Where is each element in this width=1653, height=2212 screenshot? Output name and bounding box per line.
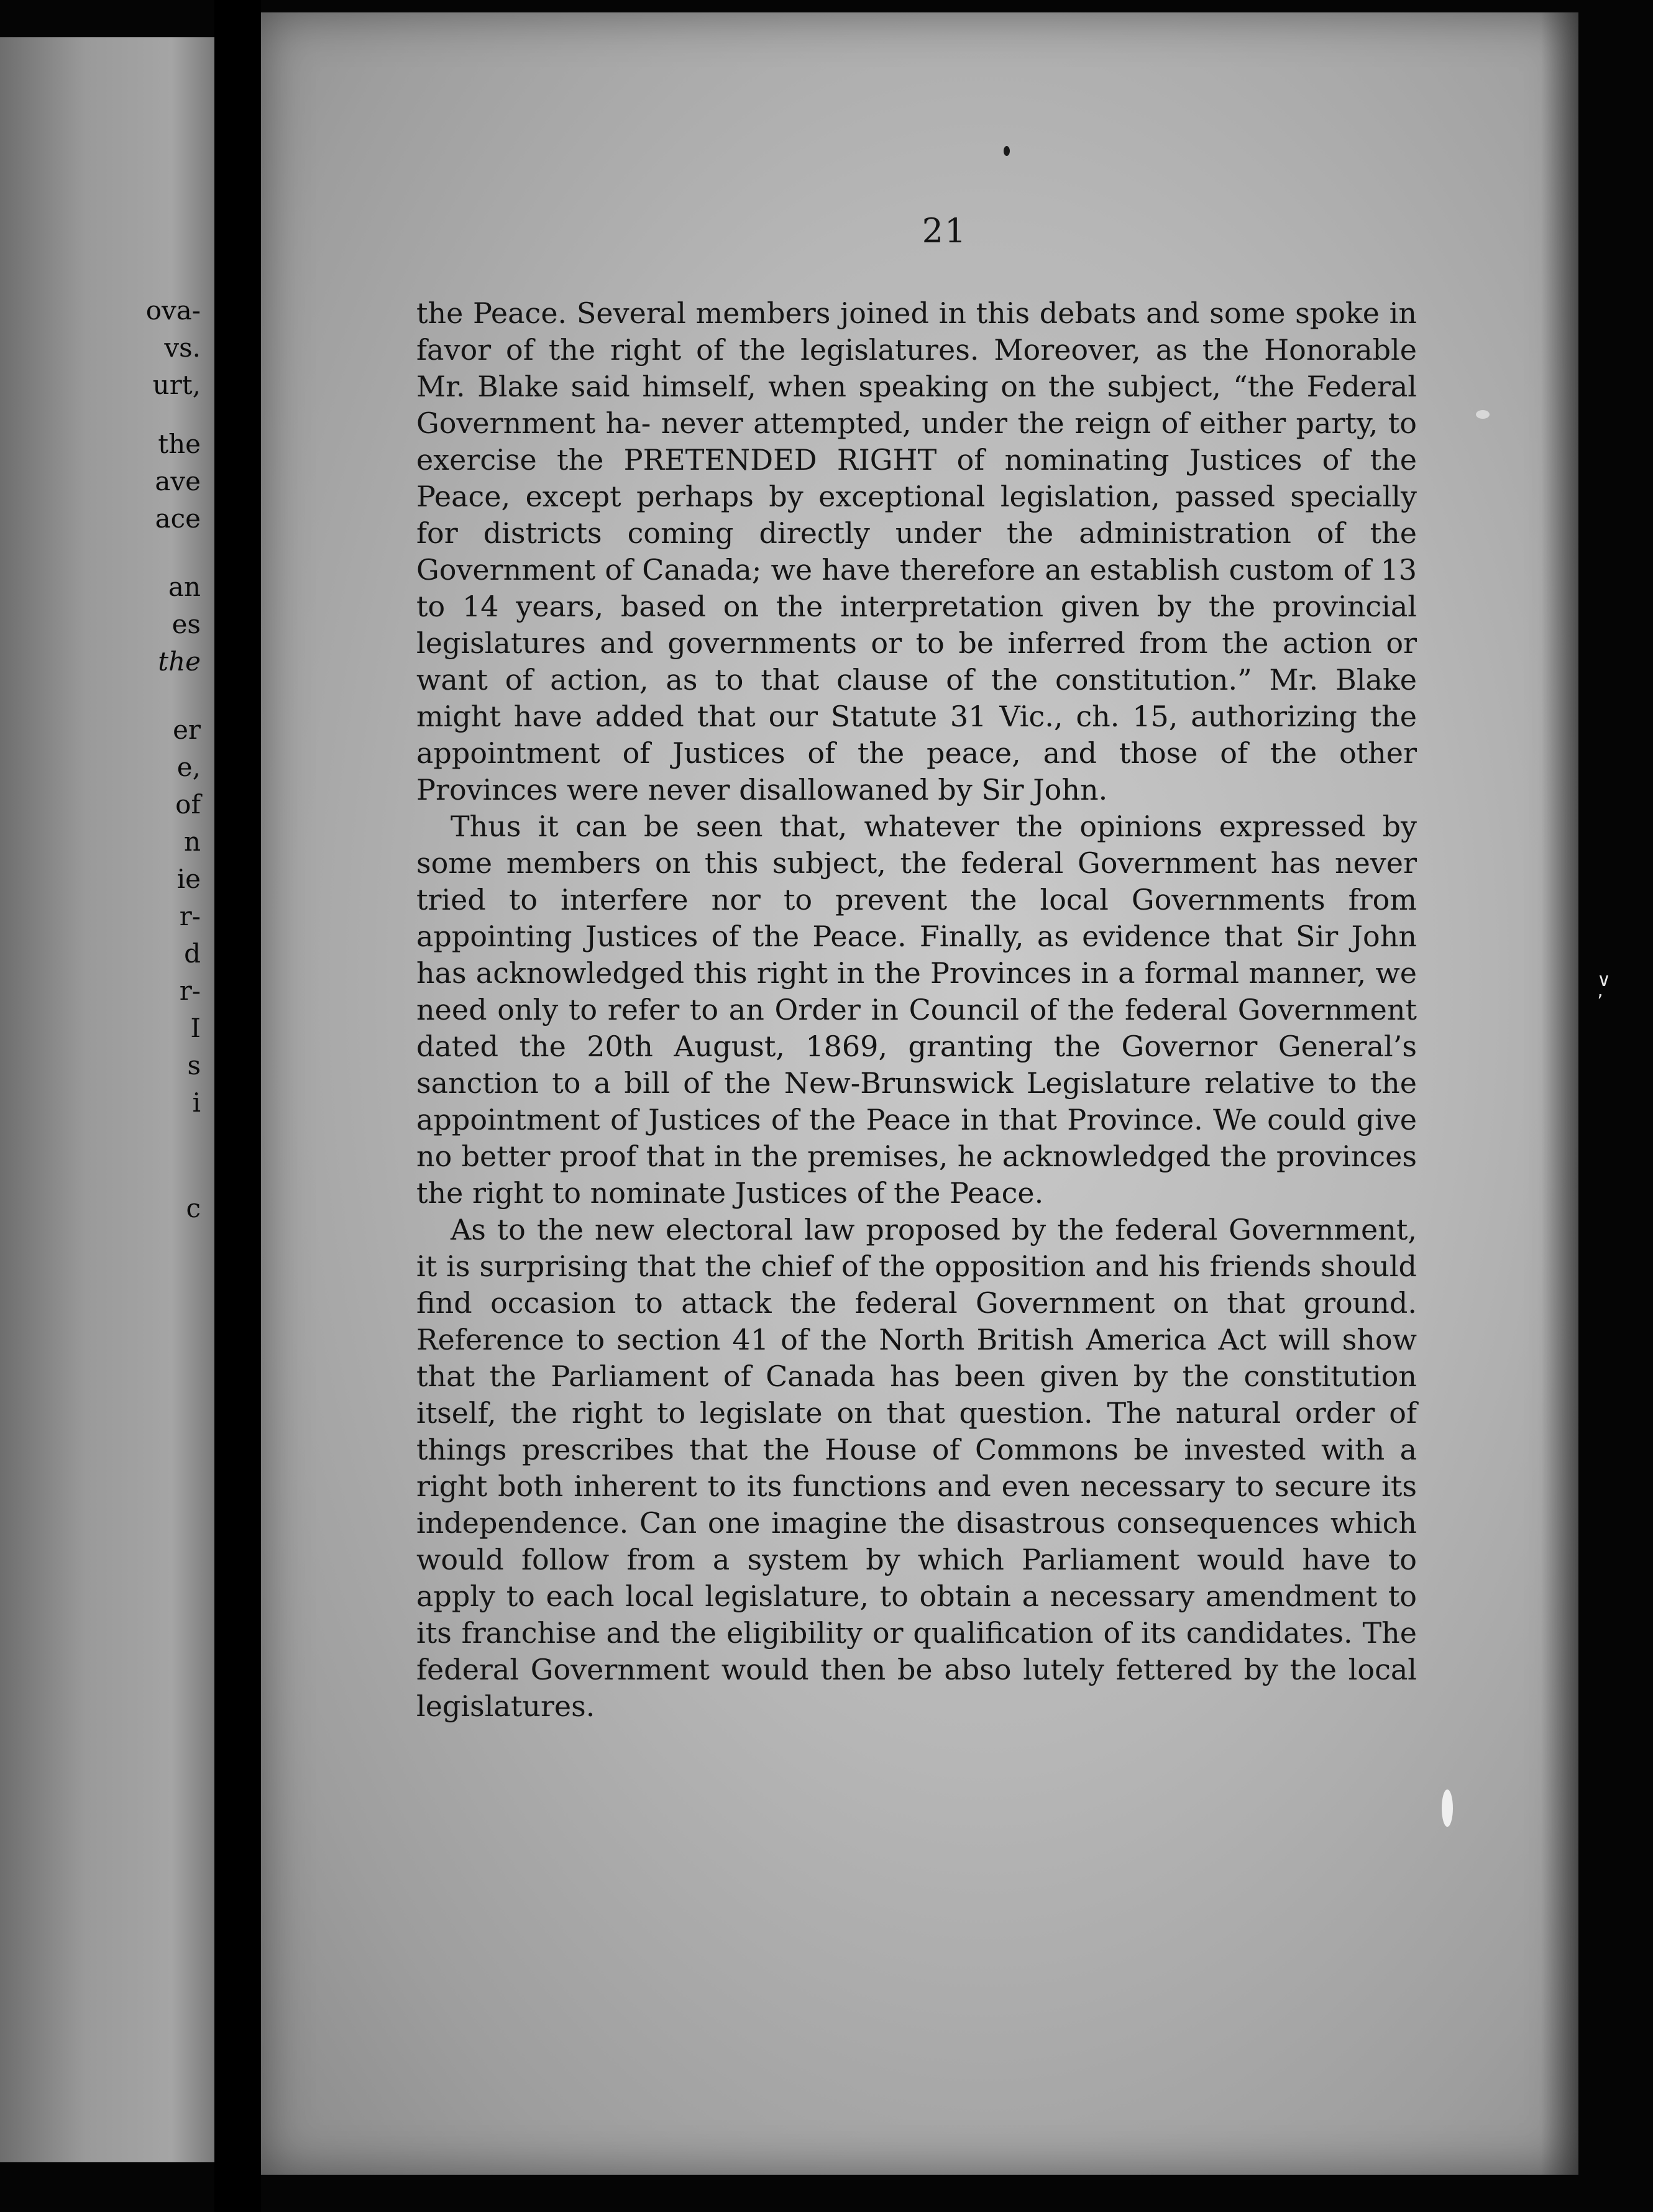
margin-mark: ∨ ’: [1597, 969, 1611, 1013]
left-fragment: I: [190, 1013, 201, 1043]
page-number: 21: [922, 211, 968, 250]
ink-speck: [1004, 146, 1010, 156]
left-fragment: ave: [155, 466, 201, 496]
left-fragment: vs.: [164, 332, 201, 363]
left-facing-page: [0, 37, 214, 2162]
left-fragment: s: [187, 1050, 201, 1081]
left-fragment: r-: [179, 901, 201, 931]
left-fragment: of: [175, 789, 201, 820]
left-fragment: the: [158, 429, 201, 459]
left-fragment: r-: [179, 976, 201, 1006]
left-fragment: ace: [155, 503, 201, 534]
left-fragment: ova-: [145, 295, 201, 326]
left-fragment: n: [183, 826, 201, 857]
left-fragment: d: [184, 938, 201, 969]
paper-blemish: [1476, 410, 1490, 419]
left-fragment: es: [172, 609, 201, 639]
left-fragment: the: [158, 646, 201, 677]
paragraph: the Peace. Several members joined in this debats and some spoke in favor of the right of the legislatures. Moreover, as the Honorable Mr. Blake said himself, when speaking on the subject, “the Federal Government ha‐ never attempted, under the reign of either party, to exercise the PRETENDED RIGHT of nominating Justices of the Peace, except perhaps by exceptional legislation, passed specially for districts coming directly under the administration of the Government of Canada; we have therefore an establish custom of 13 to 14 years, based on the interpretation given by the provincial legislatures and governments or to be inferred from the action or want of action, as to that clause of the constitution.” Mr. Blake might have added that our Statute 31 Vic., ch. 15, authorizing the appointment of Justices of the peace, and those of the other Provinces were never disallowaned by Sir John.: [416, 296, 1417, 807]
page-body-text: [416, 295, 1417, 1725]
left-fragment: ie: [176, 864, 201, 894]
left-fragment: an: [168, 572, 201, 602]
right-page: [261, 12, 1611, 2175]
left-fragment: e,: [176, 752, 201, 782]
left-fragment: i: [192, 1087, 201, 1118]
paragraph: Thus it can be seen that, whatever the opinions expressed by some members on this subject, the federal Government has never tried to interfere nor to prevent the local Governments from appointing Justices of the Peace. Finally, as evidence that Sir John has acknowledged this right in the Provinces in a formal manner, we need only to refer to an Order in Council of the federal Government dated the 20th August, 1869, granting the Governor General’s sanction to a bill of the New-Brunswick Legislature relative to the appointment of Justices of the Peace in that Province. We could give no better proof that in the premises, he acknowledged the provinces the right to nominate Justices of the Peace.: [416, 810, 1417, 1210]
left-fragment: er: [173, 715, 201, 745]
paper-blemish: [1442, 1789, 1453, 1827]
left-fragment: urt,: [152, 370, 201, 400]
paragraph: As to the new electoral law proposed by the federal Government, it is surprising that the chief of the opposition and his friends should find occasion to attack the federal Government on that ground. Reference to section 41 of the North British America Act will show that the Parliament of Canada has been given by the constitution itself, the right to legislate on that question. The natural order of things prescribes that the House of Commons be invested with a right both inherent to its functions and even necessary to secure its independence. Can one imagine the disastrous consequences which would follow from a system by which Parliament would have to apply to each local legislature, to obtain a necessary amendment to its franchise and the eligibility or qualification of its candidates. The federal Government would then be abso lutely fettered by the local legislatures.: [416, 1213, 1417, 1723]
page-edge-shadow: [1541, 12, 1578, 2175]
book-gutter: [214, 0, 261, 2212]
left-fragment: c: [186, 1193, 201, 1223]
